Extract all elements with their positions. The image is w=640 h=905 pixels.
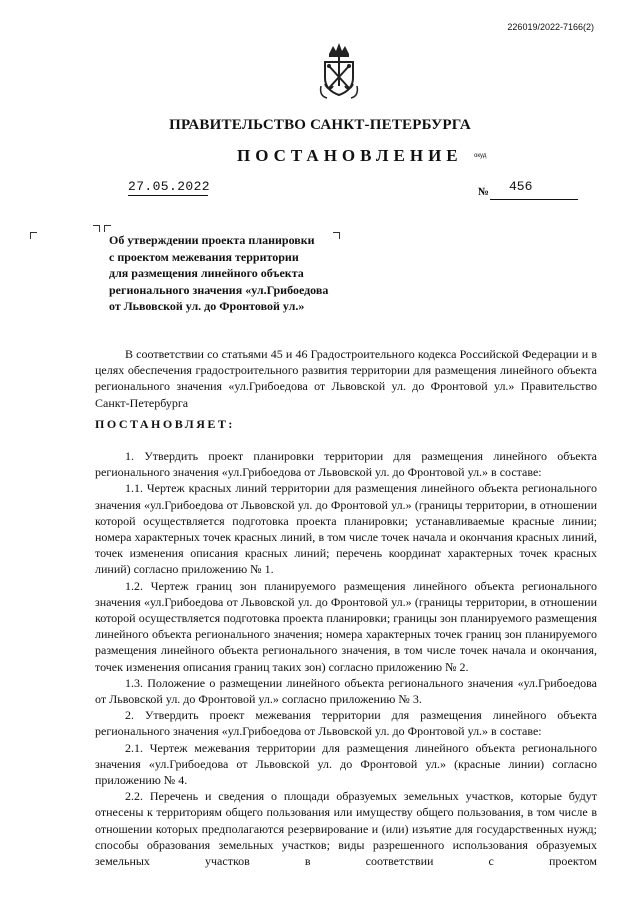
resolves-heading: ПОСТАНОВЛЯЕТ:: [95, 417, 235, 431]
st-petersburg-coat-of-arms-icon: [315, 40, 363, 102]
title-line: от Львовской ул. до Фронтовой ул.»: [109, 299, 305, 313]
document-date: 27.05.2022: [128, 179, 211, 194]
clause-2-2: 2.2. Перечень и сведения о площади образуемых земельных участков, которые будут отнесены к территориям общего пользования или имуществу общего пользования, в том числе в отношении которых предполагаются резервирование и (или) изъятие для государственных нужд; способы образования земельных участков; виды разрешенного использования образуемых земельных участков в соответствии с проектом: [95, 789, 597, 869]
clause-1: 1. Утвердить проект планировки территории для размещения линейного объекта регионального значения «ул.Грибоедова от Львовской ул. до Фронтовой ул.» в составе:: [95, 449, 597, 480]
corner-mark-left: [30, 232, 37, 239]
document-body: [95, 448, 597, 869]
number-underline: [490, 199, 578, 200]
title-line: с проектом межевания территории: [109, 249, 299, 264]
document-number: 456: [509, 179, 533, 194]
clause-1-2: 1.2. Чертеж границ зон планируемого размещения линейного объекта регионального значения «ул.Грибоедова от Львовской ул. до Фронтовой ул.» (границы территории, в отношении которой осуществляется подготовка проекта планировки; границы зон планируемого размещения линейного объекта регионального значения; номера характерных точек границ зон планируемого размещения линейного объекта регионального значения, в том числе точек начала и окончания, точек изменения описания границ таких зон) согласно приложению № 2.: [95, 578, 597, 674]
organization-name: ПРАВИТЕЛЬСТВО САНКТ-ПЕТЕРБУРГА: [169, 117, 471, 133]
okud-label: окуд: [474, 153, 487, 159]
document-title: [109, 232, 349, 315]
clause-1-3: 1.3. Положение о размещении линейного объекта регионального значения «ул.Грибоедова от Львовской ул. до Фронтовой ул.» согласно приложению № 3.: [95, 675, 597, 707]
clause-2-1: 2.1. Чертеж межевания территории для размещения линейного объекта регионального значения «ул.Грибоедова от Львовской ул. до Фронтовой ул.» (красные линии) согласно приложению № 4.: [95, 740, 597, 788]
preamble-paragraph: В соответствии со статьями 45 и 46 Градостроительного кодекса Российской Федерации и в целях обеспечения градостроительного развития территории для размещения линейного объекта регионального значения «ул.Грибоедова от Львовской ул. до Фронтовой ул.» Правительство Санкт-Петербурга: [95, 347, 597, 410]
document-type: ПОСТАНОВЛЕНИЕ: [237, 146, 463, 165]
title-line: для размещения линейного объекта: [109, 266, 304, 280]
clause-1-1: 1.1. Чертеж красных линий территории для размещения линейного объекта регионального значения «ул.Грибоедова от Львовской ул. до Фронтовой ул.» (границы территории, в отношении которой осуществляется подготовка проекта планировки; устанавливаемые красные линии; номера характерных точек красных линий, в том числе точек начала и окончания красных линий, точек изменения описания красных линий; перечень координат характерных точек красных линий) согласно приложению № 1.: [95, 481, 597, 577]
title-line: регионального значения «ул.Грибоедова: [109, 282, 329, 297]
corner-mark-title-right: [104, 225, 111, 232]
clause-2: 2. Утвердить проект межевания территории для размещения линейного объекта регионального значения «ул.Грибоедова от Львовской ул. до Фронтовой ул.» в составе:: [95, 708, 597, 739]
document-registration-number: 226019/2022-7166(2): [507, 22, 594, 32]
corner-mark-title-left: [93, 225, 100, 232]
number-sign: №: [478, 186, 490, 198]
title-line: Об утверждении проекта планировки: [109, 233, 315, 247]
